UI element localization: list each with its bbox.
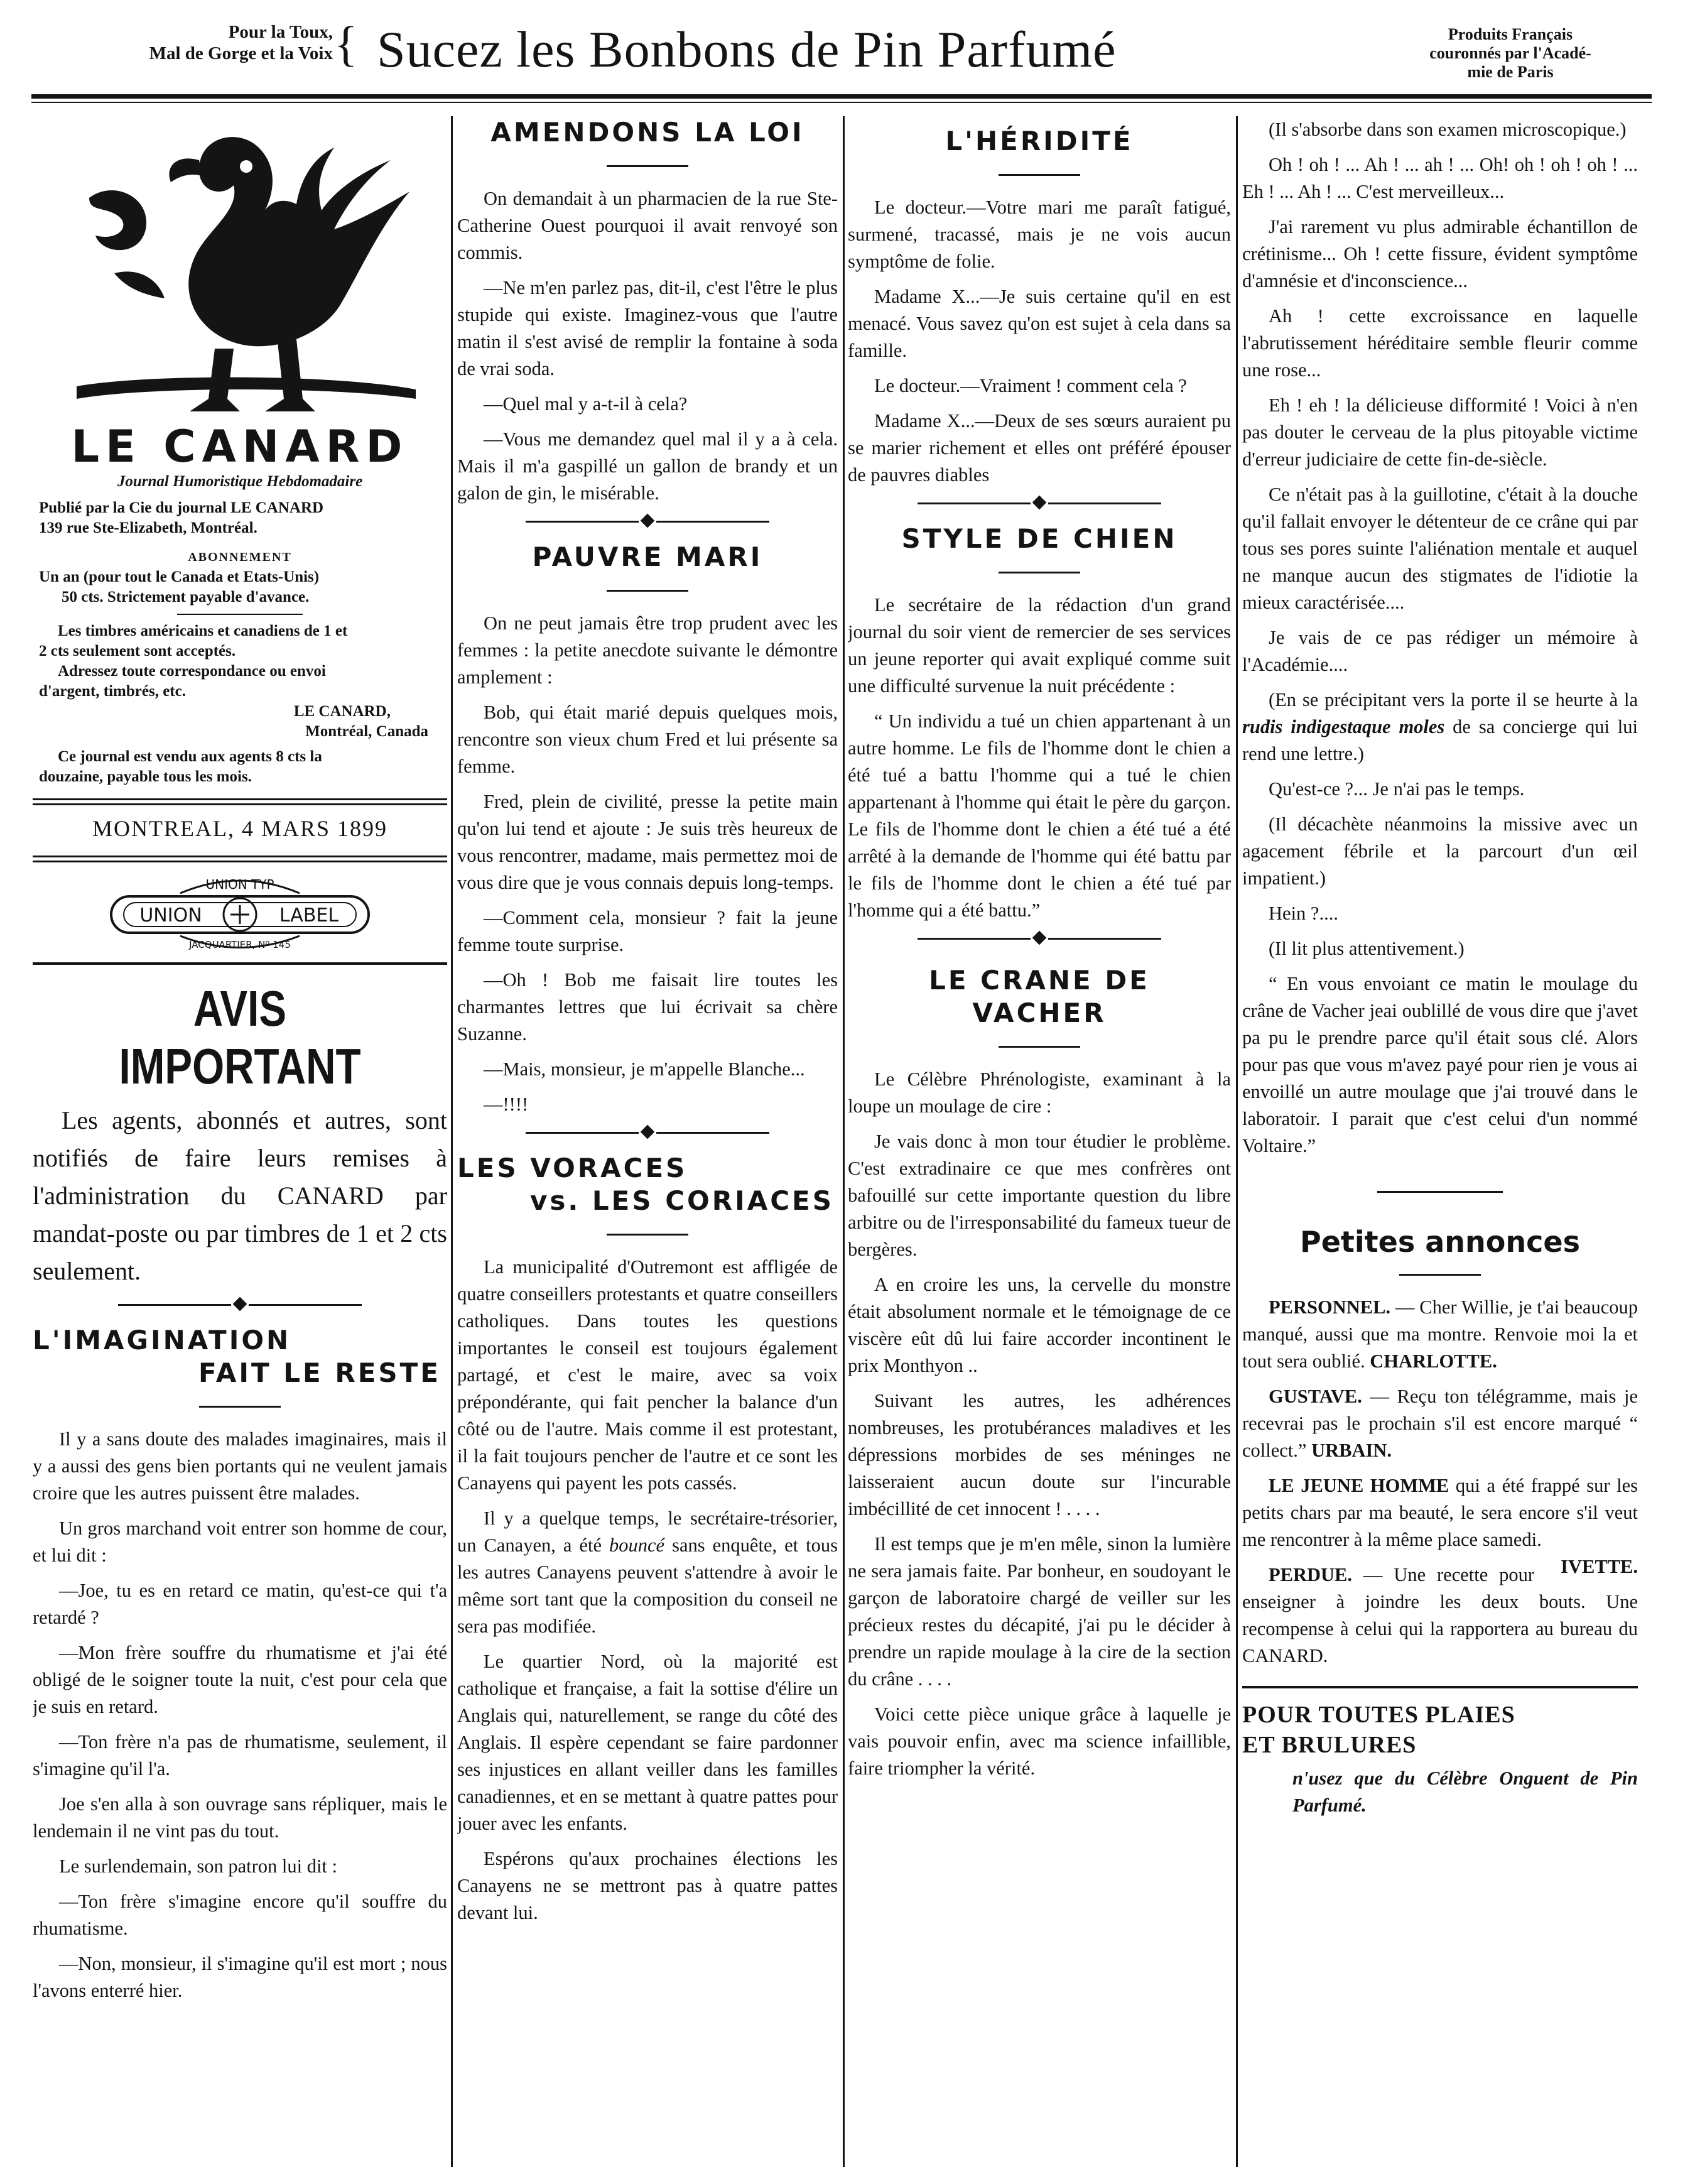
- voraces-p2-italic: bouncé: [609, 1535, 665, 1556]
- amendons-p4: —Vous me demandez quel mal il y a à cela. Mais il m'a gaspillé un gallon de brandy et un galon de gin, le misérable.: [457, 428, 838, 504]
- address-city: Montréal, Canada: [305, 723, 428, 740]
- annonce-jeune-homme-text: qui a été frappé sur les petits chars par ma beauté, le sera encore s'il veut me rencontrer à la même place samedi.: [1242, 1475, 1638, 1550]
- abonnement-heading: ABONNEMENT: [188, 550, 292, 564]
- crane-title-1: LE CRANE DE: [929, 965, 1150, 996]
- imagination-p5: —Ton frère n'a pas de rhumatisme, seulement, il s'imagine qu'il l'a.: [33, 1731, 447, 1779]
- pauvre-p3: Fred, plein de civilité, presse la petite main qu'on lui tend et ajoute : Je suis très heureux de vous rencontrer, madame, mais permettez moi de vous dire que je vous connais depuis long-temps.: [457, 791, 838, 893]
- banner-right-line3: mie de Paris: [1467, 63, 1554, 81]
- crane-p15: Qu'est-ce ?... Je n'ai pas le temps.: [1269, 778, 1525, 800]
- banner-right: [1385, 25, 1636, 82]
- pauvre-p5: —Oh ! Bob me faisait lire toutes les charmantes lettres que lui écrivait sa chère Suzanne.: [457, 969, 838, 1045]
- column-1: [33, 116, 447, 2170]
- voraces-title-2: vs. LES CORIACES: [529, 1185, 834, 1216]
- banner-right-line1: Produits Français: [1448, 25, 1573, 43]
- top-banner: [25, 13, 1652, 91]
- masthead-divider: [177, 614, 303, 615]
- title-rule: [33, 1399, 447, 1411]
- banner-rule: [31, 94, 1652, 99]
- ornament-divider: [848, 933, 1231, 945]
- annonce-personnel-text: — Cher Willie, je t'ai beaucoup manqué, aussi que ma montre. Renvoie moi la et tout sera oublié.: [1242, 1296, 1638, 1372]
- voraces-p1: La municipalité d'Outremont est affligée de quatre conseillers protestants et quatre conseillers catholiques. Dans toutes les questions importantes le conseil est toujours également partagé, et c'est le maire, avec sa voix prépondérante, qui fait pencher la balance d'un côté ou de l'autre. Mais comme il est protestant, il la fait toujours pencher de l'autre et ce sont les Canayens qui payent les pots cassés.: [457, 1256, 838, 1494]
- annonce-gustave-signature: URBAIN.: [1311, 1440, 1392, 1461]
- imagination-p1: Il y a sans doute des malades imaginaires, mais il y a aussi des gens bien portants qui ne veulent jamais croire que les autres puissent être malades.: [33, 1428, 447, 1504]
- crane-p16: (Il décachète néanmoins la missive avec un agacement fébrile et la parcourt d'un œil impatient.): [1242, 813, 1638, 889]
- pauvre-p2: Bob, qui était marié depuis quelques mois, rencontre son vieux chum Fred et lui présente sa femme.: [457, 702, 838, 777]
- voraces-p2-c: sans enquête, et tous les autres Canayens peuvent s'attendre à avoir le même sort tant que la composition du conseil ne sera pas modifiée.: [457, 1535, 838, 1637]
- crane-p14-a: (En se précipitant vers la porte il se heurte à la: [1269, 689, 1638, 710]
- pauvre-p6: —Mais, monsieur, je m'appelle Blanche...: [484, 1058, 805, 1080]
- imagination-title-2: FAIT LE RESTE: [198, 1357, 441, 1388]
- crane-p5: Il est temps que je m'en mêle, sinon la lumière ne sera jamais faite. Par bonheur, en soudoyant le garçon de laboratoire chargé de veiller sur les précieux restes du décapité, j'ai pu le décider à prendre un rapide moulage à la cire de la section du crâne . . . .: [848, 1533, 1231, 1690]
- annonce-jeune-homme-head: LE JEUNE HOMME: [1269, 1475, 1449, 1496]
- banner-left-line2: Mal de Gorge et la Voix: [149, 43, 333, 63]
- title-rule: [848, 565, 1231, 577]
- voraces-p4: Espérons qu'aux prochaines élections les Canayens ne se mettront pas à quatre pattes devant lui.: [457, 1848, 838, 1923]
- imagination-p9: —Non, monsieur, il s'imagine qu'il est mort ; nous l'avons enterré hier.: [33, 1953, 447, 2001]
- column-divider-3: [1236, 116, 1238, 2167]
- annonce-perdue-head: PERDUE.: [1269, 1564, 1353, 1585]
- voraces-p2: [457, 1505, 838, 1640]
- date-rule-top: [33, 798, 447, 805]
- amendons-p1: On demandait à un pharmacien de la rue Ste-Catherine Ouest pourquoi il avait renvoyé son commis.: [457, 188, 838, 263]
- crane-p9: J'ai rarement vu plus admirable échantillon de crétinisme... Oh ! cette fissure, évident symptôme d'amnésie et d'inconscience...: [1242, 216, 1638, 291]
- union-label-right: LABEL: [279, 905, 339, 926]
- union-label: [33, 871, 447, 956]
- title-rule: [848, 1040, 1231, 1051]
- avis-title: AVIS IMPORTANT: [119, 981, 361, 1094]
- crane-p4: Suivant les autres, les adhérences nombreuses, les protubérances maladives et les dépressions morbides de ses méninges ne laisseraient aucun doute sur l'incurable imbécillité de cet innocent ! . . . .: [848, 1390, 1231, 1519]
- pauvre-p4: —Comment cela, monsieur ? fait la jeune femme toute surprise.: [457, 907, 838, 955]
- timbres-line-1: Les timbres américains et canadiens de 1 et: [58, 622, 348, 639]
- title-rule: [457, 159, 838, 170]
- amendons-title: AMENDONS LA LOI: [490, 117, 804, 148]
- ornament-divider: [457, 1127, 838, 1139]
- banner-right-line2: couronnés par l'Acadé-: [1429, 44, 1591, 62]
- vendu-line-1: Ce journal est vendu aux agents 8 cts la: [58, 748, 322, 765]
- crane-p2: Je vais donc à mon tour étudier le problème. C'est extradinaire ce que mes confrères ont bafouillé sur cette importante question du libre arbitre ou de l'irresponsabilité du fameux tueur de bergères.: [848, 1131, 1231, 1260]
- plaies-line-3: n'usez que du Célèbre Onguent de Pin Parfumé.: [1292, 1768, 1638, 1816]
- crane-p17: Hein ?....: [1269, 903, 1338, 924]
- heredite-title: L'HÉRIDITÉ: [945, 126, 1134, 156]
- heredite-p2: Madame X...—Je suis certaine qu'il en est menacé. Vous savez qu'on est sujet à cela dans sa famille.: [848, 286, 1231, 361]
- crane-p7: (Il s'absorbe dans son examen microscopique.): [1269, 119, 1627, 140]
- crane-p11: Eh ! eh ! la délicieuse difformité ! Voici à n'en pas douter le cerveau de la plus pitoyable victime d'erreur judiciaire de cette fin-de-siècle.: [1242, 394, 1638, 470]
- plaies-line-2: ET BRULURES: [1242, 1732, 1417, 1758]
- imagination-p7: Le surlendemain, son patron lui dit :: [59, 1855, 338, 1877]
- petites-annonces-title: Petites annonces: [1300, 1225, 1580, 1259]
- banner-left-line1: Pour la Toux,: [228, 22, 333, 42]
- union-label-icon: [105, 871, 375, 953]
- issue-date: MONTREAL, 4 MARS 1899: [92, 816, 388, 841]
- crane-p14: [1242, 687, 1638, 768]
- masthead-subtitle: Journal Humoristique Hebdomadaire: [117, 473, 363, 490]
- title-rule: [1242, 1268, 1638, 1279]
- union-label-bottom: JACQUARTIER, Nº 145: [189, 939, 291, 950]
- crane-p10: Ah ! cette excroissance en laquelle l'abrutissement héréditaire semble fleurir comme une rose...: [1242, 305, 1638, 381]
- crane-p8: Oh ! oh ! ... Ah ! ... ah ! ... Oh! oh ! oh ! oh ! ... Eh ! ... Ah ! ... C'est merveilleux...: [1242, 154, 1638, 202]
- plaies-rule: [1242, 1686, 1638, 1688]
- section-rule: [1242, 1185, 1638, 1196]
- date-rule-bottom: [33, 856, 447, 862]
- abonnement-line-1: Un an (pour tout le Canada et Etats-Unis): [39, 568, 320, 585]
- vendu-line-2: douzaine, payable tous les mois.: [39, 768, 252, 785]
- pauvre-p7: —!!!!: [484, 1094, 529, 1115]
- style-p2: “ Un individu a tué un chien appartenant à un autre homme. Le fils de l'homme dont le chien a été tué a battu l'homme qui a tué le chien appartenant à l'homme qui était le père du garçon. Le fils de l'homme dont le chien a été tué a été arrêté à la demande de l'homme qui été battu par le fils de l'homme dont le chien a été tué par l'homme qui a été battu.”: [848, 710, 1231, 921]
- banner-left: [38, 21, 333, 64]
- crane-p6: Voici cette pièce unique grâce à laquelle je vais pouvoir enfin, avec ma science infaillible, faire triompher la vérité.: [848, 1703, 1231, 1779]
- duck-logo-icon: [51, 122, 428, 418]
- crane-p12: Ce n'était pas à la guillotine, c'était à la douche qu'il fallait envoyer le détenteur de ce crâne qui par tous ses pores suinte l'aliénation mentale et auquel ne manque aucun des stigmates de l'idiotie la mieux caractérisée....: [1242, 484, 1638, 613]
- masthead-bottom-rule: [33, 962, 447, 965]
- voraces-p3: Le quartier Nord, où la majorité est catholique et française, a fait la sottise d'élire un Anglais qui, naturellement, se range du côté des Anglais. Il espère cependant se faire pardonner ses injustices en allant veiller dans les familles canadiennes, et en se mettant à quatre pattes pour jouer avec les enfants.: [457, 1651, 838, 1834]
- title-rule: [457, 1227, 838, 1239]
- heredite-p4: Madame X...—Deux de ses sœurs auraient pu se marier richement et elles ont préféré épouser de pauvres diables: [848, 410, 1231, 486]
- column-divider-1: [451, 116, 453, 2167]
- banner-headline: Sucez les Bonbons de Pin Parfumé: [377, 21, 1117, 78]
- masthead-publisher-2: 139 rue Ste-Elizabeth, Montréal.: [39, 519, 257, 536]
- annonce-personnel: [1242, 1294, 1638, 1375]
- heredite-p1: Le docteur.—Votre mari me paraît fatigué, surmené, tracassé, mais je ne vois aucun symptôme de folie.: [848, 197, 1231, 272]
- imagination-p8: —Ton frère s'imagine encore qu'il souffre du rhumatisme.: [33, 1891, 447, 1939]
- crane-p14-c: de sa concierge qui lui rend une lettre.): [1242, 716, 1638, 764]
- pauvre-title: PAUVRE MARI: [532, 541, 763, 572]
- crane-p19: “ En vous envoiant ce matin le moulage du crâne de Vacher jeai oublillé de vous dire que j'avet pa pu le prendre parce qu'il était sous clé. Alors pour pas que vous m'avez payé pour rien je vous ai envoillé un autre moulage que j'ai trouvé dans le laboratoir. I parait que c'est celui d'un nommé Voltaire.”: [1242, 973, 1638, 1156]
- plaies-line-1: POUR TOUTES PLAIES: [1242, 1702, 1515, 1728]
- crane-p14-italic: rudis indigestaque moles: [1242, 716, 1445, 737]
- annonce-jeune-homme-signature: IVETTE.: [1561, 1556, 1638, 1577]
- crane-p3: A en croire les uns, la cervelle du monstre était absolument normale et le témoignage de ce viscère eût dû lui faire accorder incontinent le prix Monthyon ..: [848, 1274, 1231, 1376]
- ornament-divider: [33, 1299, 447, 1312]
- imagination-p6: Joe s'en alla à son ouvrage sans répliquer, mais le lendemain il ne vint pas du tout.: [33, 1793, 447, 1842]
- annonce-gustave-text: — Reçu ton télégramme, mais je recevrai pas le prochain s'il est encore marqué “ collect.”: [1242, 1386, 1638, 1461]
- ornament-divider: [457, 516, 838, 528]
- adresses-line-2: d'argent, timbrés, etc.: [39, 683, 186, 700]
- crane-title-2: VACHER: [972, 997, 1107, 1028]
- title-rule: [848, 168, 1231, 179]
- crane-p1: Le Célèbre Phrénologiste, examinant à la loupe un moulage de cire :: [848, 1068, 1231, 1117]
- union-label-left: UNION: [139, 905, 202, 926]
- amendons-p2: —Ne m'en parlez pas, dit-il, c'est l'être le plus stupide qui existe. Imaginez-vous que l'autre matin il s'est avisé de remplir la fontaine à soda de vrai soda.: [457, 277, 838, 379]
- amendons-p3: —Quel mal y a-t-il à cela?: [484, 393, 688, 415]
- imagination-title-1: L'IMAGINATION: [33, 1325, 291, 1355]
- address-name: LE CANARD,: [293, 703, 391, 720]
- masthead-publisher-1: Publié par la Cie du journal LE CANARD: [39, 499, 324, 516]
- crane-p18: (Il lit plus attentivement.): [1269, 938, 1465, 959]
- imagination-p2: Un gros marchand voit entrer son homme de cour, et lui dit :: [33, 1518, 447, 1566]
- voraces-p2-a: Il y a quelque temps, le secrétaire-trésorier, un Canayen, a été: [457, 1508, 838, 1556]
- voraces-title-1: LES VORACES: [457, 1153, 688, 1183]
- ornament-divider: [848, 497, 1231, 510]
- banner-rule-thin: [31, 102, 1652, 103]
- union-label-top: UNION TYP: [205, 877, 274, 892]
- abonnement-line-2: 50 cts. Strictement payable d'avance.: [62, 589, 310, 606]
- title-rule: [457, 584, 838, 595]
- annonce-gustave-head: GUSTAVE.: [1269, 1386, 1362, 1407]
- style-p1: Le secrétaire de la rédaction d'un grand journal du soir vient de remercier de ses services un jeune reporter qui avait expliqué comme suit une difficulté survenue la nuit précédente :: [848, 594, 1231, 697]
- annonce-personnel-signature: CHARLOTTE.: [1370, 1350, 1497, 1372]
- annonce-gustave: [1242, 1383, 1638, 1464]
- banner-brace: {: [334, 16, 358, 71]
- column-2: [457, 116, 838, 2170]
- timbres-line-2: 2 cts seulement sont acceptés.: [39, 643, 236, 660]
- style-title: STYLE DE CHIEN: [901, 523, 1178, 554]
- avis-body: Les agents, abonnés et autres, sont notifiés de faire leurs remises à l'administration du CANARD par mandat-poste ou par timbres de 1 et 2 cts seulement.: [33, 1106, 447, 1285]
- masthead-title: LE CANARD: [71, 421, 409, 472]
- column-divider-2: [843, 116, 845, 2167]
- crane-p13: Je vais de ce pas rédiger un mémoire à l'Académie....: [1242, 627, 1638, 675]
- imagination-p3: —Joe, tu es en retard ce matin, qu'est-ce qui t'a retardé ?: [33, 1580, 447, 1628]
- annonce-personnel-head: PERSONNEL.: [1269, 1296, 1391, 1318]
- annonce-perdue-text: — Une recette pour enseigner à joindre les deux bouts. Une recompense à celui qui la rapportera au bureau du CANARD.: [1242, 1564, 1638, 1666]
- column-4: [1242, 116, 1638, 2170]
- column-3: [848, 116, 1231, 2170]
- heredite-p3: Le docteur.—Vraiment ! comment cela ?: [874, 375, 1187, 396]
- pauvre-p1: On ne peut jamais être trop prudent avec les femmes : la petite anecdote suivante le démontre amplement :: [457, 612, 838, 688]
- adresses-line-1: Adressez toute correspondance ou envoi: [58, 663, 326, 680]
- imagination-p4: —Mon frère souffre du rhumatisme et j'ai été obligé de le soigner toute la nuit, c'est pour cela que je suis en retard.: [33, 1642, 447, 1717]
